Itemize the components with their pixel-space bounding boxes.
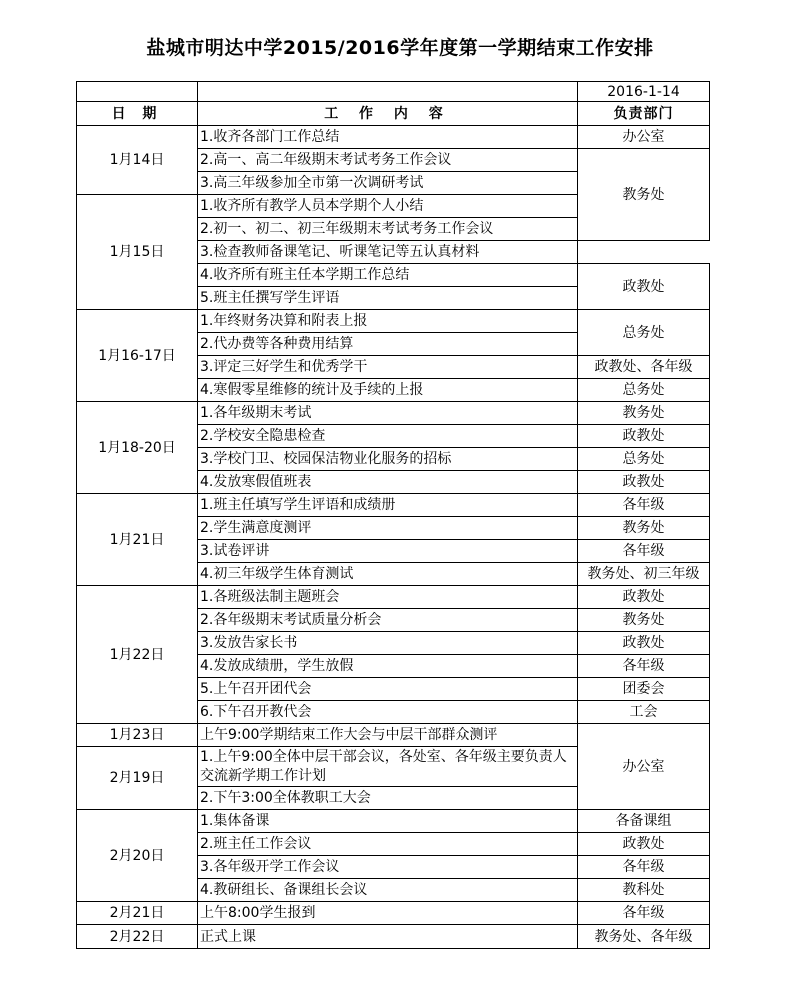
dept-cell: 教务处 [578, 609, 710, 632]
table-row [77, 402, 710, 425]
schedule-table [76, 81, 710, 949]
task-cell: 5.上午召开团代会 [198, 678, 578, 701]
task-cell: 2.初一、初二、初三年级期末考试考务工作会议 [198, 218, 578, 241]
header-row [77, 102, 710, 126]
dept-cell: 总务处 [578, 310, 710, 356]
header-dept: 负责部门 [578, 102, 710, 126]
task-cell: 3.高三年级参加全市第一次调研考试 [198, 172, 578, 195]
task-cell: 3.评定三好学生和优秀学干 [198, 356, 578, 379]
dept-cell: 总务处 [578, 379, 710, 402]
task-cell: 4.寒假零星维修的统计及手续的上报 [198, 379, 578, 402]
task-cell: 3.学校门卫、校园保洁物业化服务的招标 [198, 448, 578, 471]
task-cell: 上午8:00学生报到 [198, 902, 578, 925]
task-cell: 6.下午召开教代会 [198, 701, 578, 724]
page-title: 盐城市明达中学2015/2016学年度第一学期结束工作安排 [146, 37, 654, 59]
dept-cell: 各备课组 [578, 810, 710, 833]
table-row [77, 724, 710, 747]
date-cell: 1月16-17日 [77, 310, 198, 402]
task-cell: 1.年终财务决算和附表上报 [198, 310, 578, 333]
dept-cell: 办公室 [578, 126, 710, 149]
dept-cell: 教科处 [578, 879, 710, 902]
header-date: 日 期 [77, 102, 198, 126]
dept-cell: 政教处、各年级 [578, 356, 710, 379]
task-cell: 2.代办费等各种费用结算 [198, 333, 578, 356]
task-cell: 1.班主任填写学生评语和成绩册 [198, 494, 578, 517]
task-cell: 2.班主任工作会议 [198, 833, 578, 856]
dept-cell: 各年级 [578, 655, 710, 678]
task-cell: 3.检查教师备课笔记、听课笔记等五认真材料 [198, 241, 578, 264]
task-cell: 4.发放寒假值班表 [198, 471, 578, 494]
dept-cell: 办公室 [578, 724, 710, 810]
table-row [77, 902, 710, 925]
dept-cell: 政教处 [578, 632, 710, 655]
task-cell: 正式上课 [198, 925, 578, 949]
date-cell: 1月23日 [77, 724, 198, 747]
dept-cell: 各年级 [578, 856, 710, 879]
date-cell: 2月22日 [77, 925, 198, 949]
task-cell: 1.各年级期末考试 [198, 402, 578, 425]
task-cell: 2.学校安全隐患检查 [198, 425, 578, 448]
dept-cell: 教务处、初三年级 [578, 563, 710, 586]
task-cell: 4.发放成绩册，学生放假 [198, 655, 578, 678]
table-row [77, 586, 710, 609]
dept-cell: 教务处 [578, 402, 710, 425]
task-cell: 2.下午3:00全体教职工大会 [198, 787, 578, 810]
table-row [77, 810, 710, 833]
task-cell: 1.收齐各部门工作总结 [198, 126, 578, 149]
date-cell: 1月15日 [77, 195, 198, 310]
dept-cell: 团委会 [578, 678, 710, 701]
table-row [77, 494, 710, 517]
table-row [77, 925, 710, 949]
date-cell: 2月19日 [77, 747, 198, 810]
date-cell: 1月21日 [77, 494, 198, 586]
dept-cell: 各年级 [578, 540, 710, 563]
task-cell: 4.初三年级学生体育测试 [198, 563, 578, 586]
date-cell: 1月14日 [77, 126, 198, 195]
dept-cell: 各年级 [578, 494, 710, 517]
task-cell: 1.各班级法制主题班会 [198, 586, 578, 609]
dept-cell: 政教处 [578, 264, 710, 310]
dept-cell: 教务处 [578, 517, 710, 540]
table-row [77, 126, 710, 149]
date-cell: 1月22日 [77, 586, 198, 724]
task-cell: 1.上午9:00全体中层干部会议，各处室、各年级主要负责人交流新学期工作计划 [198, 747, 578, 787]
task-cell: 4.收齐所有班主任本学期工作总结 [198, 264, 578, 287]
task-cell: 2.各年级期末考试质量分析会 [198, 609, 578, 632]
task-cell: 2.学生满意度测评 [198, 517, 578, 540]
task-cell: 上午9:00学期结束工作大会与中层干部群众测评 [198, 724, 578, 747]
task-cell: 3.各年级开学工作会议 [198, 856, 578, 879]
date-cell: 2月20日 [77, 810, 198, 902]
document-date: 2016-1-14 [578, 82, 710, 102]
dept-cell: 工会 [578, 701, 710, 724]
date-row [77, 82, 710, 102]
dept-cell: 政教处 [578, 586, 710, 609]
task-cell: 3.试卷评讲 [198, 540, 578, 563]
dept-cell: 政教处 [578, 425, 710, 448]
task-cell: 1.收齐所有教学人员本学期个人小结 [198, 195, 578, 218]
dept-cell: 教务处、各年级 [578, 925, 710, 949]
table-row [77, 310, 710, 333]
task-cell: 1.集体备课 [198, 810, 578, 833]
task-cell: 4.教研组长、备课组长会议 [198, 879, 578, 902]
task-cell: 5.班主任撰写学生评语 [198, 287, 578, 310]
header-content: 工 作 内 容 [198, 102, 578, 126]
task-cell: 2.高一、高二年级期末考试考务工作会议 [198, 149, 578, 172]
dept-cell: 政教处 [578, 833, 710, 856]
dept-cell: 教务处 [578, 149, 710, 241]
date-cell: 1月18-20日 [77, 402, 198, 494]
dept-cell: 政教处 [578, 471, 710, 494]
date-cell: 2月21日 [77, 902, 198, 925]
dept-cell: 各年级 [578, 902, 710, 925]
dept-cell: 总务处 [578, 448, 710, 471]
task-cell: 3.发放告家长书 [198, 632, 578, 655]
